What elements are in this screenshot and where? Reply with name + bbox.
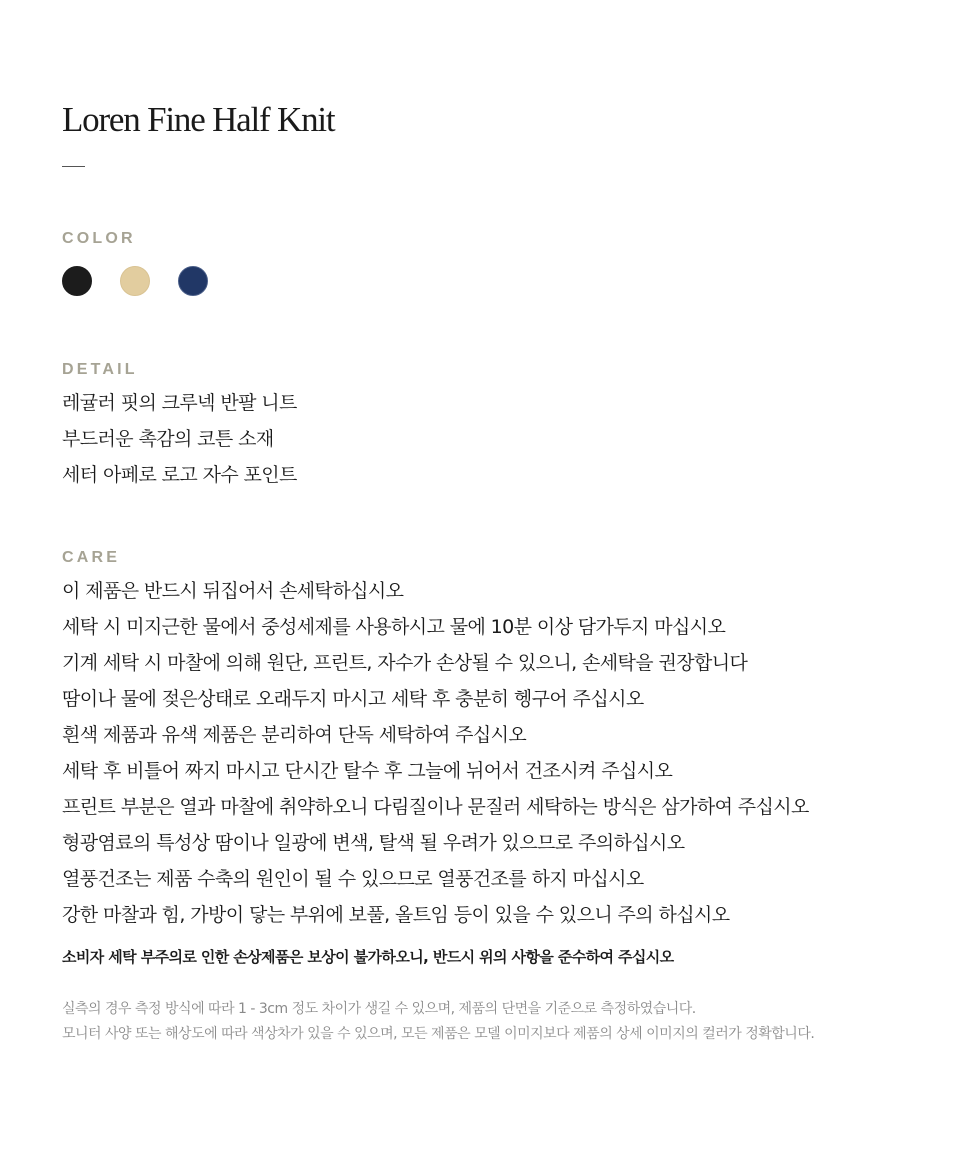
care-item: 프린트 부분은 열과 마찰에 취약하오니 다림질이나 문질러 세탁하는 방식은 삼가하여 주십시오 bbox=[62, 796, 809, 818]
detail-item: 부드러운 촉감의 코튼 소재 bbox=[62, 428, 274, 450]
note-item: 실측의 경우 측정 방식에 따라 1 - 3cm 정도 차이가 생길 수 있으며, 제품의 단면을 기준으로 측정하였습니다. bbox=[62, 1001, 696, 1017]
measurement-notes bbox=[62, 997, 814, 1047]
care-instructions-list bbox=[62, 573, 809, 933]
beige-swatch[interactable] bbox=[120, 266, 150, 296]
color-section-label: COLOR bbox=[62, 230, 136, 247]
detail-item: 세터 아페로 로고 자수 포인트 bbox=[62, 464, 297, 486]
care-item: 세탁 후 비틀어 짜지 마시고 단시간 탈수 후 그늘에 뉘어서 건조시켜 주십시오 bbox=[62, 760, 673, 782]
care-item: 열풍건조는 제품 수축의 원인이 될 수 있으므로 열풍건조를 하지 마십시오 bbox=[62, 868, 644, 890]
product-title: Loren Fine Half Knit bbox=[62, 100, 335, 139]
care-item: 강한 마찰과 힘, 가방이 닿는 부위에 보풀, 올트임 등이 있을 수 있으니 주의 하십시오 bbox=[62, 904, 730, 926]
title-divider bbox=[62, 166, 85, 167]
care-item: 땀이나 물에 젖은상태로 오래두지 마시고 세탁 후 충분히 헹구어 주십시오 bbox=[62, 688, 644, 710]
detail-section-label: DETAIL bbox=[62, 361, 138, 378]
care-warning: 소비자 세탁 부주의로 인한 손상제품은 보상이 불가하오니, 반드시 위의 사항을 준수하여 주십시오 bbox=[62, 948, 674, 966]
care-item: 형광염료의 특성상 땀이나 일광에 변색, 탈색 될 우려가 있으므로 주의하십시오 bbox=[62, 832, 685, 854]
care-item: 기계 세탁 시 마찰에 의해 원단, 프린트, 자수가 손상될 수 있으니, 손세탁을 권장합니다 bbox=[62, 652, 748, 674]
black-swatch[interactable] bbox=[62, 266, 92, 296]
navy-swatch[interactable] bbox=[178, 266, 208, 296]
note-item: 모니터 사양 또는 해상도에 따라 색상차가 있을 수 있으며, 모든 제품은 모델 이미지보다 제품의 상세 이미지의 컬러가 정확합니다. bbox=[62, 1026, 815, 1042]
care-section-label: CARE bbox=[62, 549, 121, 566]
color-swatch-list bbox=[62, 266, 208, 296]
detail-item: 레귤러 핏의 크루넥 반팔 니트 bbox=[62, 392, 297, 414]
detail-list bbox=[62, 385, 297, 493]
care-item: 이 제품은 반드시 뒤집어서 손세탁하십시오 bbox=[62, 580, 404, 602]
care-item: 세탁 시 미지근한 물에서 중성세제를 사용하시고 물에 10분 이상 담가두지 마십시오 bbox=[62, 616, 726, 638]
care-item: 흰색 제품과 유색 제품은 분리하여 단독 세탁하여 주십시오 bbox=[62, 724, 527, 746]
